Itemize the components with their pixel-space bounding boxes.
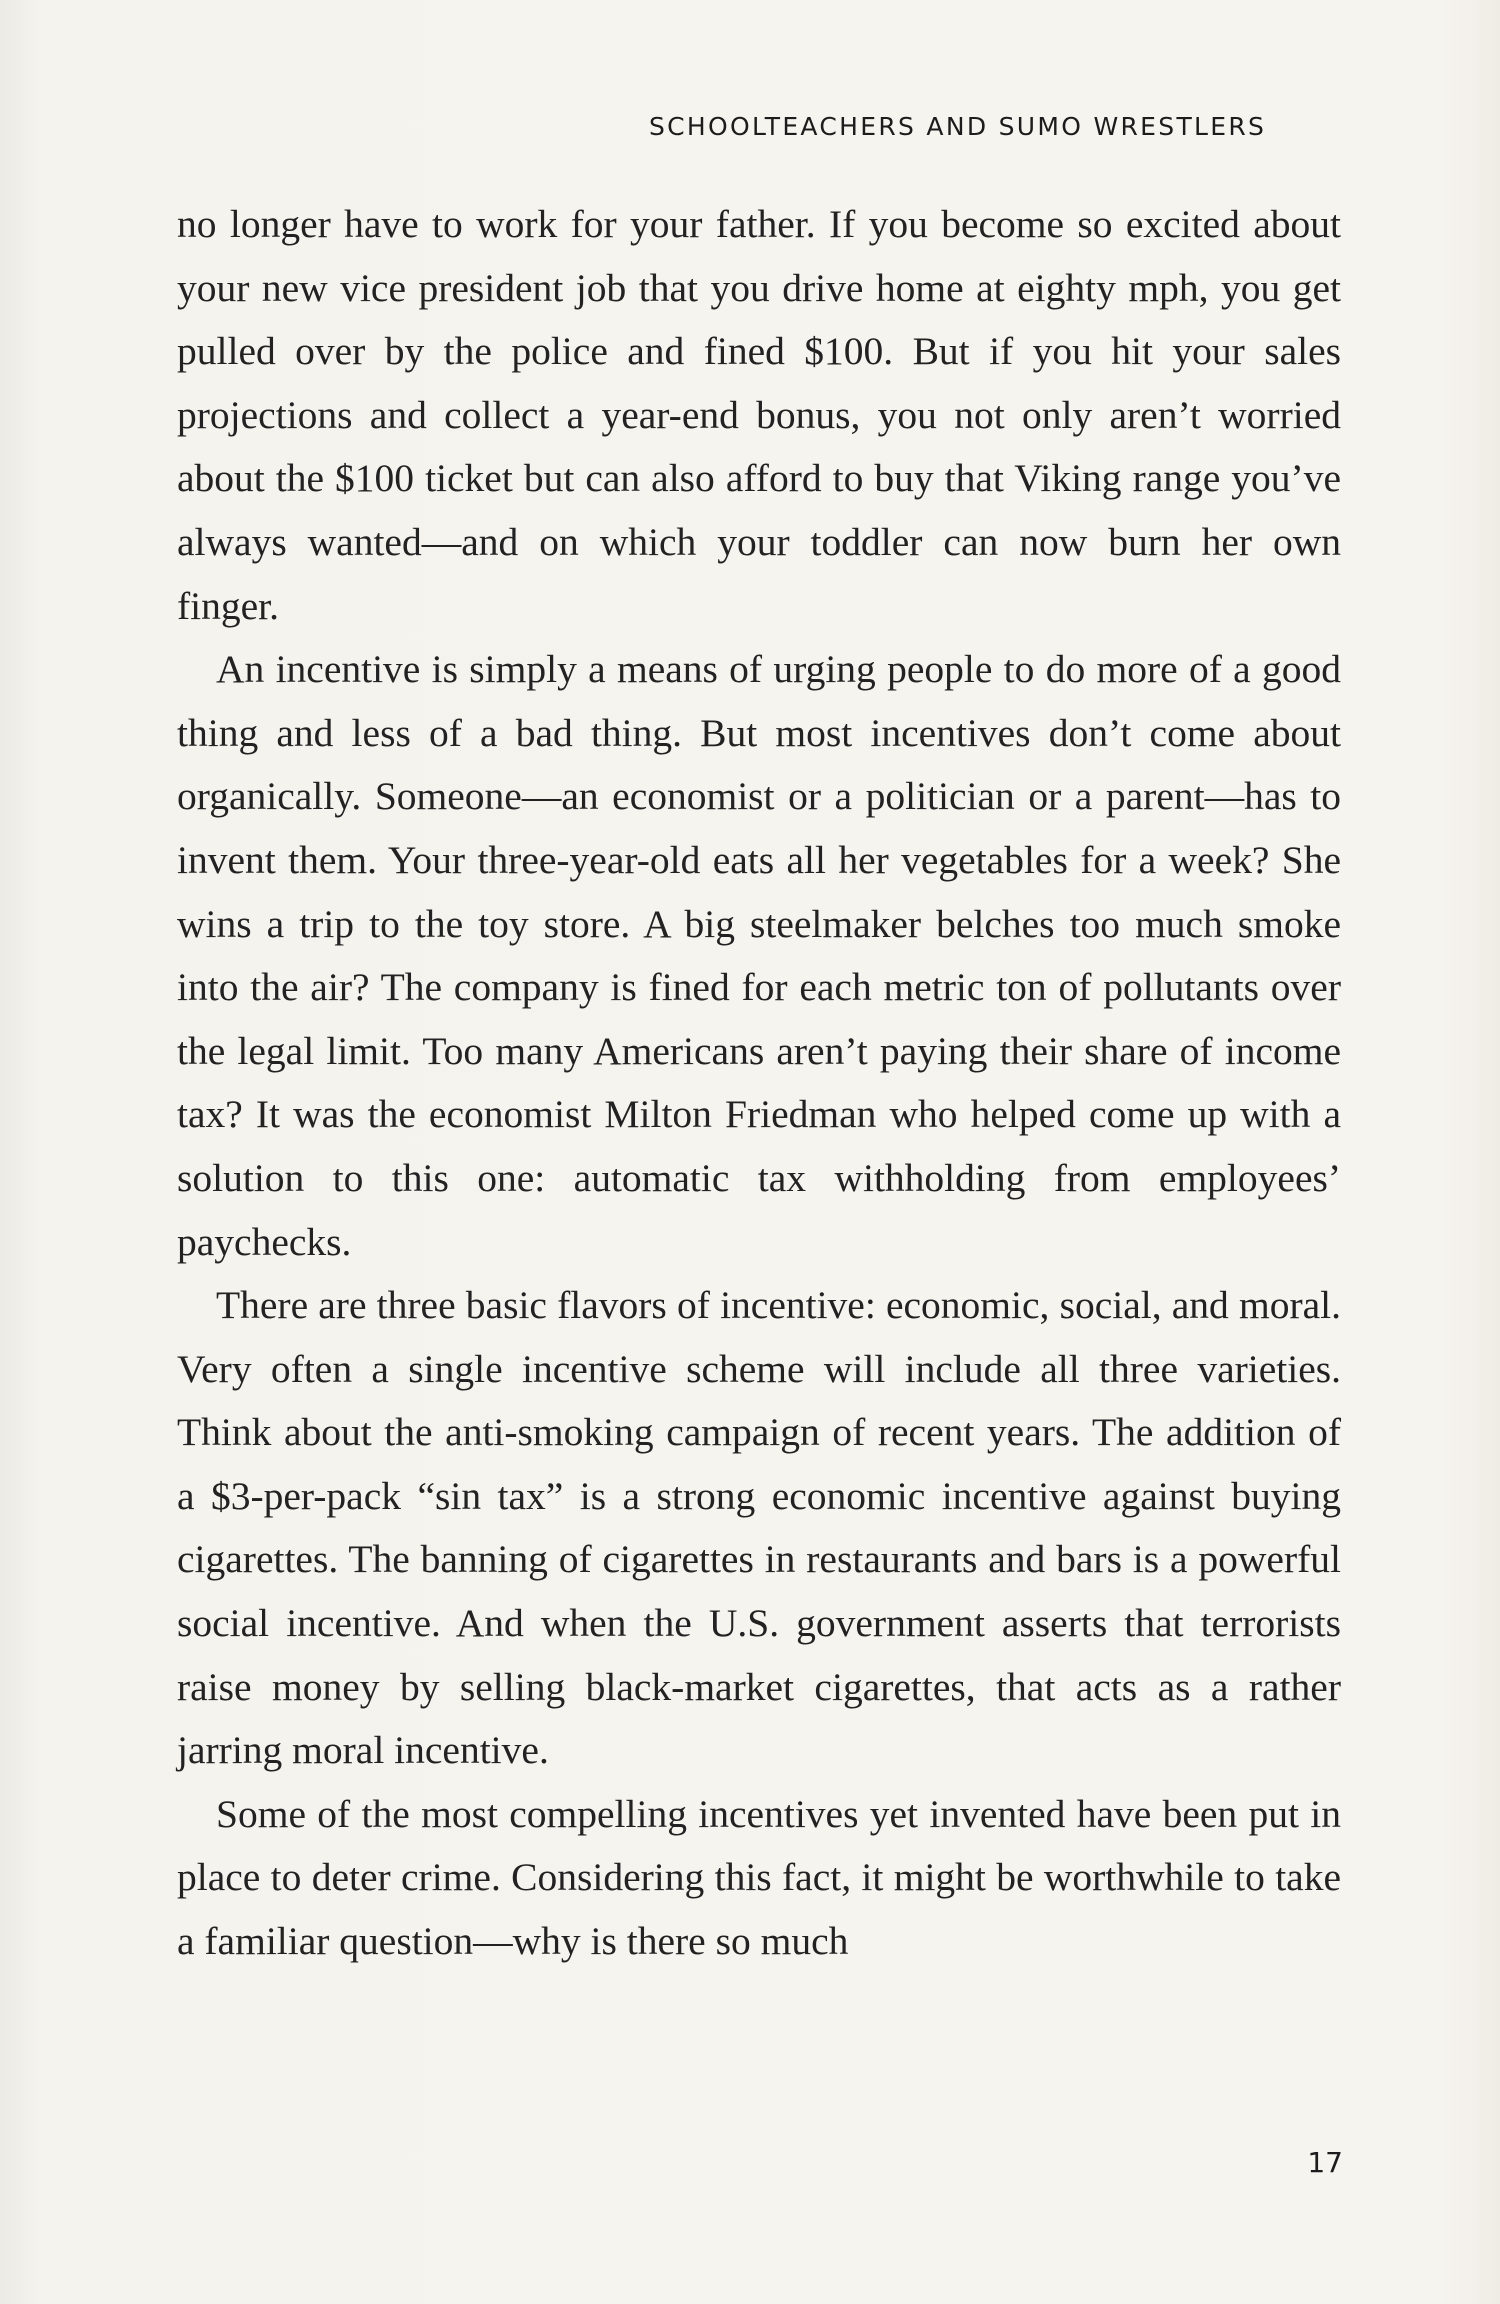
running-head: SCHOOLTEACHERS AND SUMO WRESTLERS — [649, 112, 1267, 141]
paragraph-continued: no longer have to work for your father. If you become so excited about your new vice president job that you drive home at eighty mph, you get pulled over by the police and fined $100. But if you hit your sales projections and collect a year-end bonus, you not only aren’t worried about the $100 ticket but can also afford to buy that Viking range you’ve always wanted—and on which your toddler can now burn her own finger. — [177, 202, 1341, 628]
body-text — [177, 193, 1341, 1974]
page-number: 17 — [1307, 2146, 1343, 2179]
paragraph-incentive-definition: An incentive is simply a means of urging people to do more of a good thing and less of a bad thing. But most incentives don’t come about organically. Someone—an economist or a politician or a parent—has to invent them. Your three-year-old eats all her vegetables for a week? She wins a trip to the toy store. A big steelmaker belches too much smoke into the air? The company is fined for each metric ton of pollutants over the legal limit. Too many Americans aren’t paying their share of income tax? It was the economist Milton Friedman who helped come up with a solution to this one: automatic tax withholding from employees’ paychecks. — [177, 647, 1341, 1264]
paragraph-incentive-flavors: There are three basic flavors of incentive: economic, social, and moral. Very often a single incentive scheme will include all three varieties. Think about the anti-smoking campaign of recent years. The addition of a $3-per-pack “sin tax” is a strong economic incentive against buying cigarettes. The banning of cigarettes in restaurants and bars is a powerful social incentive. And when the U.S. government asserts that terrorists raise money by selling black-market cigarettes, that acts as a rather jarring moral incentive. — [177, 1283, 1341, 1773]
paragraph-crime-incentives: Some of the most compelling incentives yet invented have been put in place to deter crime. Considering this fact, it might be worthwhile to take a familiar question—why is there so much — [177, 1791, 1341, 1964]
